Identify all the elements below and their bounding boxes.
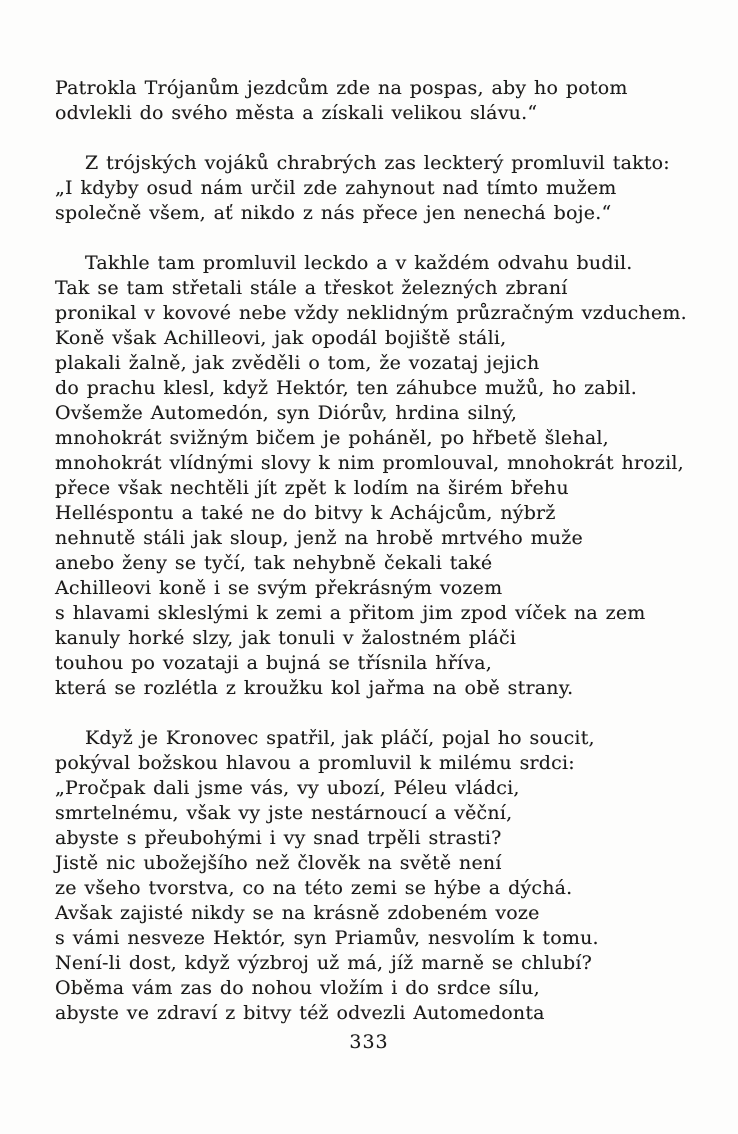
- text-line: nehnutě stáli jak sloup, jenž na hrobě mrtvého muže: [55, 527, 583, 549]
- text-line: Helléspontu a také ne do bitvy k Achájcům, nýbrž: [55, 502, 556, 524]
- text-line: Takhle tam promluvil leckdo a v každém odvahu budil.: [85, 252, 633, 274]
- text-line: Oběma vám zas do nohou vložím i do srdce sílu,: [55, 977, 540, 999]
- paragraph-1: [55, 76, 678, 126]
- text-line: pokýval božskou hlavou a promluvil k milému srdci:: [55, 752, 575, 774]
- text-line: do prachu klesl, když Hektór, ten záhubce mužů, ho zabil.: [55, 377, 637, 399]
- text-line: touhou po vozataji a bujná se třísnila hříva,: [55, 652, 492, 674]
- text-line: abyste s přeubohými i vy snad trpěli strasti?: [55, 827, 502, 849]
- text-line: s hlavami skleslými k zemi a přitom jim zpod víček na zem: [55, 602, 646, 624]
- text-line: abyste ve zdraví z bitvy též odvezli Automedonta: [55, 1002, 545, 1024]
- text-line: odvlekli do svého města a získali velikou slávu.“: [55, 102, 538, 124]
- text-line: kanuly horké slzy, jak tonuli v žalostném pláči: [55, 627, 517, 649]
- text-line: Jistě nic ubožejšího než člověk na světě není: [55, 852, 502, 874]
- text-line: Achilleovi koně i se svým překrásným vozem: [55, 577, 503, 599]
- text-line: Ovšemže Automedón, syn Diórův, hrdina silný,: [55, 402, 518, 424]
- text-line: anebo ženy se tyčí, tak nehybně čekali také: [55, 552, 493, 574]
- text-line: „Pročpak dali jsme vás, vy ubozí, Péleu vládci,: [55, 777, 520, 799]
- text-line: „I kdyby osud nám určil zde zahynout nad tímto mužem: [55, 177, 617, 199]
- text-line: která se rozlétla z kroužku kol jařma na obě strany.: [55, 677, 574, 699]
- text-line: Když je Kronovec spatřil, jak pláčí, pojal ho soucit,: [85, 727, 595, 749]
- text-line: Avšak zajisté nikdy se na krásně zdobeném voze: [55, 902, 540, 924]
- text-line: Patrokla Trójanům jezdcům zde na pospas, aby ho potom: [55, 77, 628, 99]
- text-line: Koně však Achilleovi, jak opodál bojiště stáli,: [55, 327, 507, 349]
- text-line: Tak se tam střetali stále a třeskot železných zbraní: [55, 277, 568, 299]
- text-line: s vámi nesveze Hektór, syn Priamův, nesvolím k tomu.: [55, 927, 599, 949]
- text-block: [55, 76, 687, 1051]
- text-line: Z trójských vojáků chrabrých zas leckterý promluvil takto:: [85, 152, 670, 174]
- text-line: mnohokrát svižným bičem je poháněl, po hřbetě šlehal,: [55, 427, 609, 449]
- paragraph-4: [55, 726, 678, 1026]
- paragraph-2: [55, 151, 678, 226]
- text-line: přece však nechtěli jít zpět k lodím na širém břehu: [55, 477, 569, 499]
- text-line: smrtelnému, však vy jste nestárnoucí a věční,: [55, 802, 513, 824]
- text-line: pronikal v kovové nebe vždy neklidným průzračným vzduchem.: [55, 302, 687, 324]
- text-line: ze všeho tvorstva, co na této zemi se hýbe a dýchá.: [55, 877, 573, 899]
- paragraph-3: [55, 251, 687, 701]
- text-line: Není-li dost, když výzbroj už má, jíž marně se chlubí?: [55, 952, 593, 974]
- page-number: 333: [349, 1031, 389, 1053]
- text-line: plakali žalně, jak zvěděli o tom, že vozataj jejich: [55, 352, 540, 374]
- text-line: společně všem, ať nikdo z nás přece jen nenechá boje.“: [55, 202, 612, 224]
- text-line: mnohokrát vlídnými slovy k nim promlouval, mnohokrát hrozil,: [55, 452, 684, 474]
